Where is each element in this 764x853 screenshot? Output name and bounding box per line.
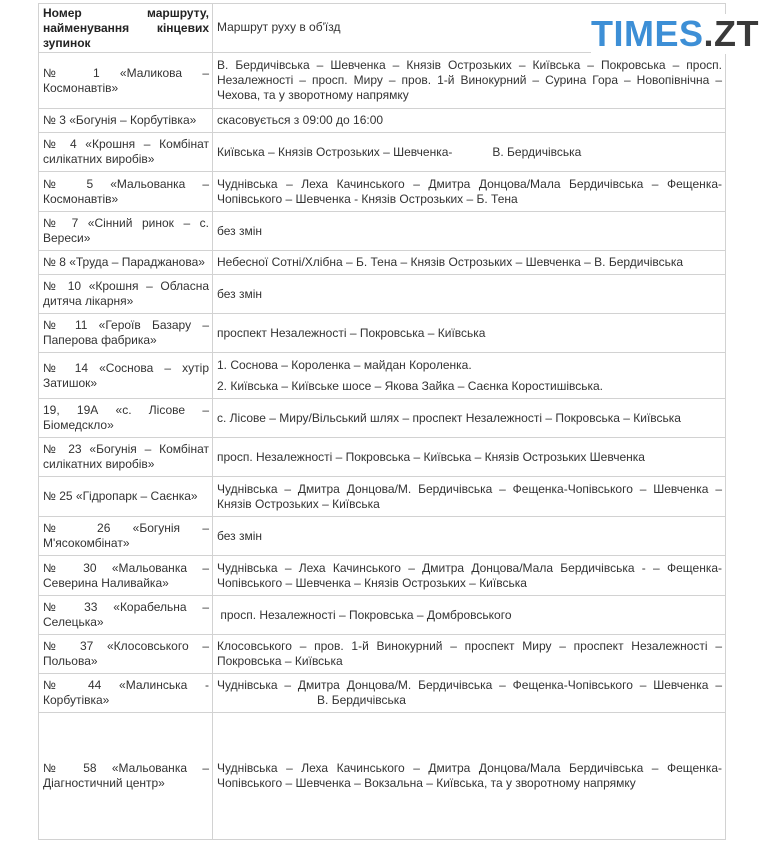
- route-name-cell: [39, 53, 213, 109]
- table-row: [39, 172, 726, 212]
- times-zt-logo[interactable]: [591, 13, 759, 54]
- logo-text-times: TIMES: [591, 13, 704, 54]
- table-row: [39, 399, 726, 438]
- route-name-cell: [39, 314, 213, 353]
- table-row: [39, 353, 726, 399]
- detour-line: Чуднівська – Леха Качинського – Дмитра Донцова/Мала Бердичівська - – Фещенка-: [217, 560, 722, 575]
- route-name-line: № 23 «Богунія – Комбінат: [43, 442, 209, 456]
- detour-line: без змін: [217, 286, 263, 301]
- table-row: [39, 53, 726, 109]
- detour-cell: [213, 556, 726, 596]
- table-row: [39, 212, 726, 251]
- detour-line: Чуднівська – Леха Качинського – Дмитра Донцова/Мала Бердичівська – Фещенка-: [217, 761, 722, 775]
- table-row: [39, 477, 726, 517]
- route-name-cell: [39, 172, 213, 212]
- route-name-line: 19, 19А «с. Лісове –: [43, 403, 209, 417]
- table-row: [39, 275, 726, 314]
- route-name-cell: [39, 674, 213, 713]
- detour-cell: [213, 53, 726, 109]
- table-row: [39, 517, 726, 556]
- detour-cell: [213, 674, 726, 713]
- detour-line: Чопівського – Шевченка – Вокзальна – Київська, та у зворотному напрямку: [217, 776, 636, 790]
- detour-cell: [213, 596, 726, 635]
- route-name-cell: [39, 251, 213, 275]
- detour-cell: [213, 517, 726, 556]
- route-name-line: № 3 «Богунія – Корбутівка»: [43, 113, 197, 127]
- detour-line: Покровська – Київська: [217, 654, 343, 668]
- header-detour-text: Маршрут руху в об'їзд: [217, 19, 341, 34]
- detour-line: 2. Київська – Київське шосе – Якова Зайка – Саєнка Коростишівська.: [217, 378, 604, 393]
- route-name-line: № 11 «Героїв Базару –: [43, 318, 209, 332]
- route-name-cell: [39, 109, 213, 133]
- table-row: [39, 713, 726, 840]
- detour-cell: [213, 635, 726, 674]
- header-route-line: Номер маршруту,: [43, 6, 209, 20]
- detour-line: Клосовського – пров. 1-й Винокурний – проспект Миру – проспект Незалежності –: [217, 639, 722, 653]
- detour-line: В. Бердичівська – Шевченка – Князів Острозьких – Київська – Покровська – просп.: [217, 58, 722, 72]
- detour-line: скасовується з 09:00 до 16:00: [217, 113, 384, 127]
- table-row: [39, 251, 726, 275]
- detour-line: В. Бердичівська: [217, 693, 406, 707]
- detour-line: Чопівського – Шевченка - Князів Острозьких – Б. Тена: [217, 191, 518, 206]
- route-name-line: силікатних виробів»: [43, 457, 155, 471]
- route-name-line: Діагностичний центр»: [43, 776, 165, 790]
- detour-line: Київська – Князів Острозьких – Шевченка- В. Бердичівська: [217, 144, 582, 159]
- detour-cell: [213, 438, 726, 477]
- detour-line: Чопівського – Шевченка – Князів Острозьких – Київська: [217, 575, 527, 590]
- route-name-cell: [39, 596, 213, 635]
- table-row: [39, 635, 726, 674]
- table-row: [39, 438, 726, 477]
- route-name-line: № 5 «Мальованка –: [43, 176, 209, 191]
- detour-cell: [213, 172, 726, 212]
- detour-line: просп. Незалежності – Покровська – Домбровського: [217, 607, 512, 622]
- header-route-line: зупинок: [43, 36, 91, 50]
- route-name-line: № 1 «Маликова –: [43, 65, 209, 80]
- logo-text-zt: .ZT: [703, 13, 759, 54]
- route-name-line: Паперова фабрика»: [43, 333, 157, 347]
- route-name-line: дитяча лікарня»: [43, 294, 134, 308]
- detour-cell: [213, 275, 726, 314]
- route-name-line: № 30 «Мальованка –: [43, 560, 209, 575]
- route-name-line: силікатних виробів»: [43, 152, 155, 166]
- route-name-line: Біомедскло»: [43, 418, 114, 432]
- detour-line: Небесної Сотні/Хлібна – Б. Тена – Князів Острозьких – Шевченка – В. Бердичівська: [217, 255, 684, 269]
- detour-line: без змін: [217, 223, 263, 238]
- route-name-cell: [39, 477, 213, 517]
- route-name-line: Затишок»: [43, 375, 98, 390]
- table-row: [39, 674, 726, 713]
- route-name-cell: [39, 353, 213, 399]
- detour-routes-table: [38, 3, 726, 840]
- route-name-cell: [39, 556, 213, 596]
- table-row: [39, 596, 726, 635]
- route-name-cell: [39, 212, 213, 251]
- route-name-cell: [39, 517, 213, 556]
- route-name-line: Космонавтів»: [43, 80, 119, 95]
- route-name-line: № 10 «Крошня – Обласна: [43, 279, 209, 293]
- route-name-line: № 33 «Корабельна –: [43, 600, 209, 614]
- detour-line: проспект Незалежності – Покровська – Київська: [217, 325, 486, 340]
- route-name-line: № 37 «Клосовського –: [43, 639, 209, 653]
- detour-cell: [213, 353, 726, 399]
- route-name-line: Космонавтів»: [43, 191, 119, 206]
- detour-line: Незалежності – просп. Миру – пров. 1-й Винокурний – Сурина Гора – Новопівнічна –: [217, 73, 722, 87]
- route-name-line: № 7 «Сінний ринок – с.: [43, 216, 209, 230]
- route-name-cell: [39, 275, 213, 314]
- route-name-line: Северина Наливайка»: [43, 575, 169, 590]
- route-name-line: Корбутівка»: [43, 693, 110, 707]
- detour-cell: [213, 251, 726, 275]
- detour-line: Князів Острозьких – Київська: [217, 496, 380, 511]
- detour-cell: [213, 212, 726, 251]
- detour-cell: [213, 314, 726, 353]
- detour-cell: [213, 133, 726, 172]
- route-name-cell: [39, 438, 213, 477]
- detour-line: 1. Соснова – Короленка – майдан Короленка.: [217, 357, 472, 372]
- header-route-line: найменування кінцевих: [43, 21, 209, 35]
- detour-line: Чуднівська – Леха Качинського – Дмитра Донцова/Мала Бердичівська – Фещенка-: [217, 176, 722, 191]
- detour-line: с. Лісове – Миру/Вільський шлях – проспект Незалежності – Покровська – Київська: [217, 410, 681, 425]
- route-name-line: № 26 «Богунія –: [43, 521, 209, 535]
- route-name-line: № 25 «Гідропарк – Саєнка»: [43, 489, 198, 503]
- route-name-cell: [39, 133, 213, 172]
- detour-cell: [213, 713, 726, 840]
- route-name-line: Польова»: [43, 654, 98, 668]
- detour-line: Чехова, та у зворотному напрямку: [217, 88, 409, 102]
- route-name-line: Селецька»: [43, 615, 104, 629]
- route-name-line: № 4 «Крошня – Комбінат: [43, 137, 209, 151]
- table-row: [39, 556, 726, 596]
- header-route-name: [39, 4, 213, 53]
- route-name-line: № 44 «Малинська -: [43, 678, 209, 692]
- route-name-line: № 14 «Соснова – хутір: [43, 360, 209, 375]
- route-name-cell: [39, 713, 213, 840]
- detour-line: Чуднівська – Дмитра Донцова/М. Бердичівська – Фещенка-Чопівського – Шевченка –: [217, 678, 722, 692]
- route-name-line: М'ясокомбінат»: [43, 536, 130, 550]
- route-name-cell: [39, 399, 213, 438]
- detour-line: просп. Незалежності – Покровська – Київська – Князів Острозьких Шевченка: [217, 449, 645, 464]
- table-row: [39, 109, 726, 133]
- detour-line: без змін: [217, 528, 263, 543]
- route-name-line: № 8 «Труда – Параджанова»: [43, 255, 205, 269]
- detour-cell: [213, 109, 726, 133]
- route-name-line: Вереси»: [43, 231, 91, 245]
- detour-cell: [213, 399, 726, 438]
- table-row: [39, 133, 726, 172]
- route-name-cell: [39, 635, 213, 674]
- route-name-line: № 58 «Мальованка –: [43, 761, 209, 775]
- detour-line: Чуднівська – Дмитра Донцова/М. Бердичівська – Фещенка-Чопівського – Шевченка –: [217, 481, 722, 496]
- table-row: [39, 314, 726, 353]
- detour-cell: [213, 477, 726, 517]
